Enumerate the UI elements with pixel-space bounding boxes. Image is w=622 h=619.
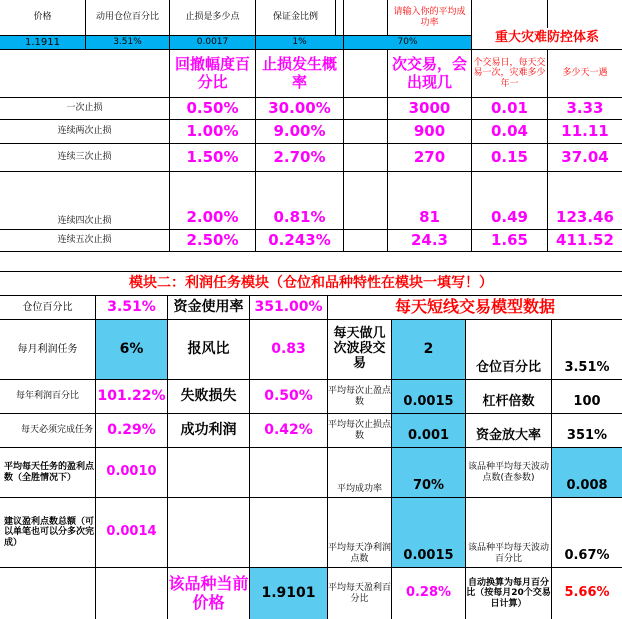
disaster-title: 重大灾难防控体系 <box>472 28 622 50</box>
header-price: 价格 <box>0 0 86 36</box>
empty-cell <box>344 172 388 230</box>
success-profit-value: 0.42% <box>250 414 328 448</box>
amplify-label: 资金放大率 <box>466 414 552 448</box>
instrument-points-label: 该品种平均每天波动点数(查参数) <box>466 448 552 498</box>
empty-cell <box>168 448 250 498</box>
empty-cell <box>344 50 388 98</box>
daily-trades-label: 每天做几次波段交易 <box>328 320 392 380</box>
monthly-task-input[interactable]: 6% <box>96 320 168 380</box>
empty-cell <box>0 50 170 98</box>
header-margin-ratio: 保证金比例 <box>256 0 336 36</box>
leverage-label: 杠杆倍数 <box>466 380 552 414</box>
instrument-pct-value: 0.67% <box>552 498 622 568</box>
empty-cell <box>96 568 168 619</box>
col-days: 多少天一遇 <box>548 50 622 98</box>
empty-cell <box>344 230 388 252</box>
avg-net-label: 平均每天净利润点数 <box>328 498 392 568</box>
loss-trades: 81 <box>388 172 472 230</box>
leverage-value: 100 <box>552 380 622 414</box>
loss-prob: 0.81% <box>256 172 344 230</box>
header-position-pct: 动用仓位百分比 <box>86 0 170 36</box>
loss-prob: 9.00% <box>256 120 344 144</box>
monthly-task-label: 每月利润任务 <box>0 320 96 380</box>
loss-years: 1.65 <box>472 230 548 252</box>
loss-years: 0.15 <box>472 144 548 172</box>
empty-cell <box>344 0 388 36</box>
avg-win-points-label: 平均每次止盈点数 <box>328 380 392 414</box>
daily-trades-input[interactable]: 2 <box>392 320 466 380</box>
header-win-rate: 请输入你的平均成功率 <box>388 0 472 36</box>
risk-ratio-label: 报风比 <box>168 320 250 380</box>
loss-row-label: 连续两次止损 <box>0 120 170 144</box>
capital-use-value: 351.00% <box>250 296 328 320</box>
loss-days: 3.33 <box>548 98 622 120</box>
avg-success-input[interactable]: 70% <box>392 448 466 498</box>
loss-days: 411.52 <box>548 230 622 252</box>
empty-cell <box>250 498 328 568</box>
current-price-input[interactable]: 1.9101 <box>250 568 328 619</box>
loss-drawdown: 0.50% <box>170 98 256 120</box>
suggest-label: 建议盈利点数总额（可以单笔也可以分多次完成） <box>0 498 96 568</box>
avg-daily-pct-label: 平均每天盈利百分比 <box>328 568 392 619</box>
empty-cell <box>250 448 328 498</box>
amplify-value: 351% <box>552 414 622 448</box>
loss-prob: 0.243% <box>256 230 344 252</box>
suggest-value: 0.0014 <box>96 498 168 568</box>
input-win-rate[interactable]: 70% <box>344 36 472 50</box>
yearly-profit-value: 101.22% <box>96 380 168 414</box>
loss-trades: 900 <box>388 120 472 144</box>
col-drawdown: 回撤幅度百分比 <box>170 50 256 98</box>
avg-loss-points-input[interactable]: 0.001 <box>392 414 466 448</box>
current-price-label: 该品种当前价格 <box>168 568 250 619</box>
fail-loss-label: 失败损失 <box>168 380 250 414</box>
avg-daily-pct-value: 0.28% <box>392 568 466 619</box>
col-trades: 次交易，会出现几 <box>388 50 472 98</box>
empty-cell <box>0 568 96 619</box>
loss-row-label: 连续四次止损 <box>0 172 170 230</box>
yearly-profit-label: 每年利润百分比 <box>0 380 96 414</box>
loss-days: 123.46 <box>548 172 622 230</box>
loss-trades: 270 <box>388 144 472 172</box>
empty-row <box>0 252 622 272</box>
col-years: 个交易日，每天交易一次，灾难多少年一 <box>472 50 548 98</box>
position-label-2: 仓位百分比 <box>466 320 552 380</box>
empty-cell <box>344 98 388 120</box>
empty-cell <box>344 144 388 172</box>
loss-days: 11.11 <box>548 120 622 144</box>
avg-win-points-input[interactable]: 0.0015 <box>392 380 466 414</box>
loss-years: 0.49 <box>472 172 548 230</box>
monthly-auto-value: 5.66% <box>564 585 610 601</box>
empty-cell <box>336 0 344 36</box>
empty-cell <box>344 120 388 144</box>
position-label: 仓位百分比 <box>0 296 96 320</box>
empty-cell <box>168 498 250 568</box>
input-price[interactable]: 1.1911 <box>0 36 86 50</box>
loss-row-label: 一次止损 <box>0 98 170 120</box>
header-stop-points: 止损是多少点 <box>170 0 256 36</box>
daily-must-label: 每天必须完成任务 <box>0 414 96 448</box>
loss-row-label: 连续五次止损 <box>0 230 170 252</box>
position-value: 3.51% <box>96 296 168 320</box>
model-title: 每天短线交易模型数据 <box>328 296 622 320</box>
loss-drawdown: 1.50% <box>170 144 256 172</box>
loss-drawdown: 2.50% <box>170 230 256 252</box>
daily-must-value: 0.29% <box>96 414 168 448</box>
avg-net-input[interactable]: 0.0015 <box>392 498 466 568</box>
capital-use-label: 资金使用率 <box>168 296 250 320</box>
input-margin-ratio[interactable]: 1% <box>256 36 344 50</box>
loss-drawdown: 2.00% <box>170 172 256 230</box>
fail-loss-value: 0.50% <box>250 380 328 414</box>
col-prob: 止损发生概率 <box>256 50 344 98</box>
loss-years: 0.01 <box>472 98 548 120</box>
risk-ratio-value: 0.83 <box>250 320 328 380</box>
instrument-pct-label: 该品种平均每天波动百分比 <box>466 498 552 568</box>
module2-title: 模块二：利润任务模块（仓位和品种特性在模块一填写！） <box>0 272 622 296</box>
instrument-points-input[interactable]: 0.008 <box>552 448 622 498</box>
loss-years: 0.04 <box>472 120 548 144</box>
input-stop-points[interactable]: 0.0017 <box>170 36 256 50</box>
success-profit-label: 成功利润 <box>168 414 250 448</box>
daily-task-points-value: 0.0010 <box>96 448 168 498</box>
avg-success-label: 平均成功率 <box>328 448 392 498</box>
loss-drawdown: 1.00% <box>170 120 256 144</box>
position-value-2: 3.51% <box>552 320 622 380</box>
loss-prob: 30.00% <box>256 98 344 120</box>
input-position-pct[interactable]: 3.51% <box>86 36 170 50</box>
loss-trades: 3000 <box>388 98 472 120</box>
monthly-auto-label: 自动换算为每月百分比（按每月20个交易日计算） <box>466 568 552 619</box>
avg-loss-points-label: 平均每次止损点数 <box>328 414 392 448</box>
loss-days: 37.04 <box>548 144 622 172</box>
daily-task-points-label: 平均每天任务的盈利点数（全胜情况下） <box>0 448 96 498</box>
loss-prob: 2.70% <box>256 144 344 172</box>
loss-row-label: 连续三次止损 <box>0 144 170 172</box>
loss-trades: 24.3 <box>388 230 472 252</box>
